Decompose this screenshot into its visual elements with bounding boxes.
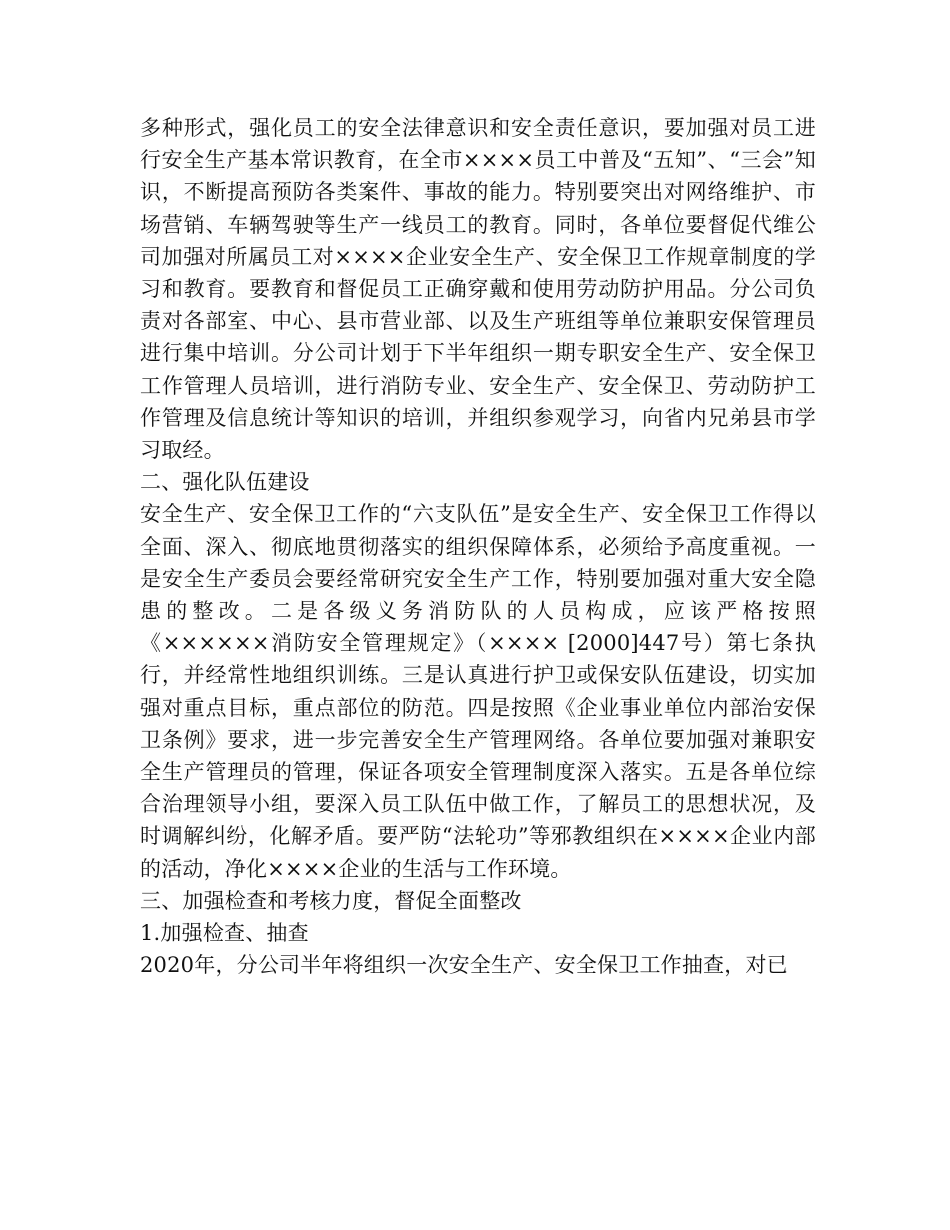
paragraph-2020-plan: 2020年，分公司半年将组织一次安全生产、安全保卫工作抽查，对已 <box>140 953 788 978</box>
paragraph-training: 多种形式，强化员工的安全法律意识和安全责任意识，要加强对员工进行安全生产基本常识教育，在全市××××员工中普及“五知”、“三会”知识，不断提高预防各类案件、事故的能力。特别要突出对网络维护、市场营销、车辆驾驶等生产一线员工的教育。同时，各单位要督促代维公司加强对所属员工对××××企业安全生产、安全保卫工作规章制度的学习和教育。要教育和督促员工正确穿戴和使用劳动防护用品。分公司负责对各部室、中心、县市营业部、以及生产班组等单位兼职安保管理员进行集中培训。分公司计划于下半年组织一期专职安全生产、安全保卫工作管理人员培训，进行消防专业、安全生产、安全保卫、劳动防护工作管理及信息统计等知识的培训，并组织参观学习，向省内兄弟县市学习取经。 <box>140 116 816 463</box>
section-heading-team-building: 二、强化队伍建设 <box>140 470 310 495</box>
subsection-heading-spot-check: 1.加强检查、抽查 <box>140 921 309 946</box>
document-body <box>140 112 816 981</box>
paragraph-six-teams: 安全生产、安全保卫工作的“六支队伍”是安全生产、安全保卫工作得以全面、深入、彻底地贯彻落实的组织保障体系，必须给予高度重视。一是安全生产委员会要经常研究安全生产工作，特别要加强对重大安全隐患的整改。二是各级义务消防队的人员构成，应该严格按照《××××××消防安全管理规定》（×××× [2000]447号）第七条执行，并经常性地组织训练。三是认真进行护卫或保安队伍建设，切实加强对重点目标，重点部位的防范。四是按照《企业事业单位内部治安保卫条例》要求，进一步完善安全生产管理网络。各单位要加强对兼职安全生产管理员的管理，保证各项安全管理制度深入落实。五是各单位综合治理领导小组，要深入员工队伍中做工作，了解员工的思想状况，及时调解纠纷，化解矛盾。要严防“法轮功”等邪教组织在××××企业内部的活动，净化××××企业的生活与工作环境。 <box>140 502 816 881</box>
section-heading-inspection: 三、加强检查和考核力度，督促全面整改 <box>140 888 522 913</box>
